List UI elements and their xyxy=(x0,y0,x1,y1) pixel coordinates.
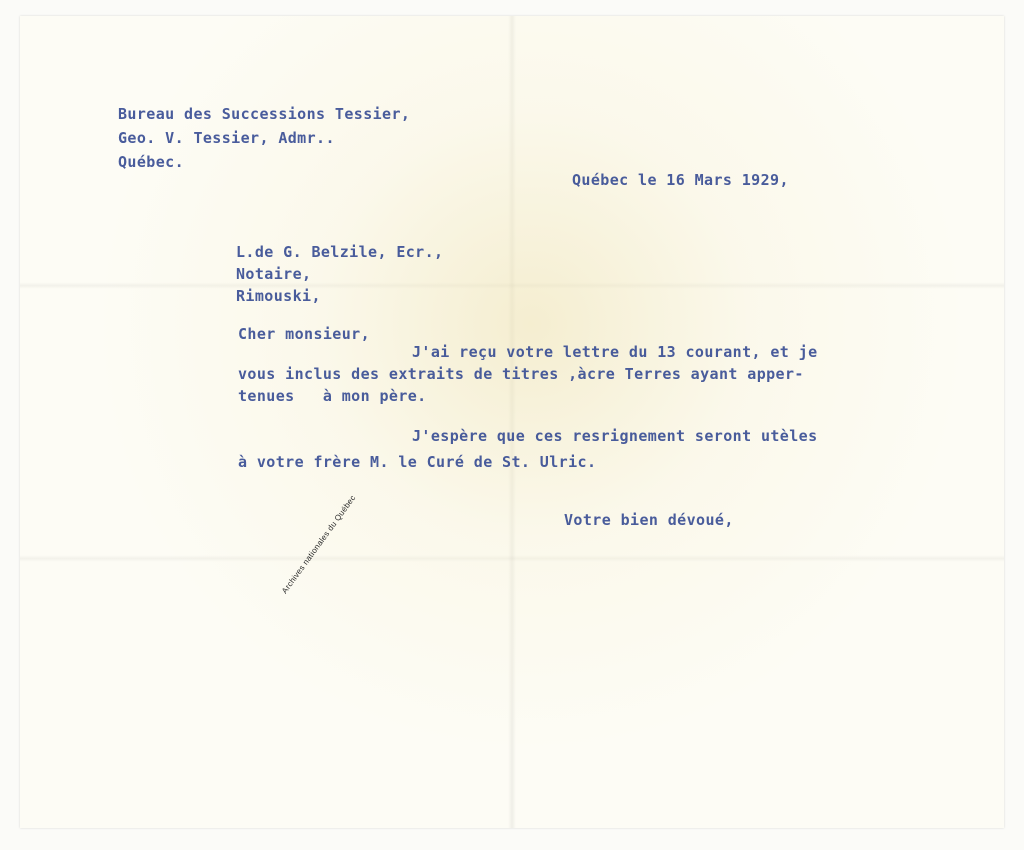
archive-stamp: Archives nationales du Québec xyxy=(280,493,358,596)
closing: Votre bien dévoué, xyxy=(564,511,734,529)
sender-line-2: Geo. V. Tessier, Admr.. xyxy=(118,129,335,147)
recipient-line-1: L.de G. Belzile, Ecr., xyxy=(236,243,444,261)
paragraph-1-line-2: vous inclus des extraits de titres ,àcre Terres ayant apper- xyxy=(238,365,804,383)
paragraph-2-line-1: J'espère que ces resrignement seront utèles xyxy=(412,427,818,445)
sender-line-3: Québec. xyxy=(118,153,185,171)
paragraph-1-line-1: J'ai reçu votre lettre du 13 courant, et je xyxy=(412,343,818,361)
recipient-line-2: Notaire, xyxy=(236,265,312,283)
salutation: Cher monsieur, xyxy=(238,325,371,343)
paragraph-1-line-3: tenues à mon père. xyxy=(238,387,427,405)
recipient-line-3: Rimouski, xyxy=(236,287,321,305)
letter-date: Québec le 16 Mars 1929, xyxy=(572,171,789,189)
paragraph-2-line-2: à votre frère M. le Curé de St. Ulric. xyxy=(238,453,597,471)
sender-line-1: Bureau des Successions Tessier, xyxy=(118,105,411,123)
